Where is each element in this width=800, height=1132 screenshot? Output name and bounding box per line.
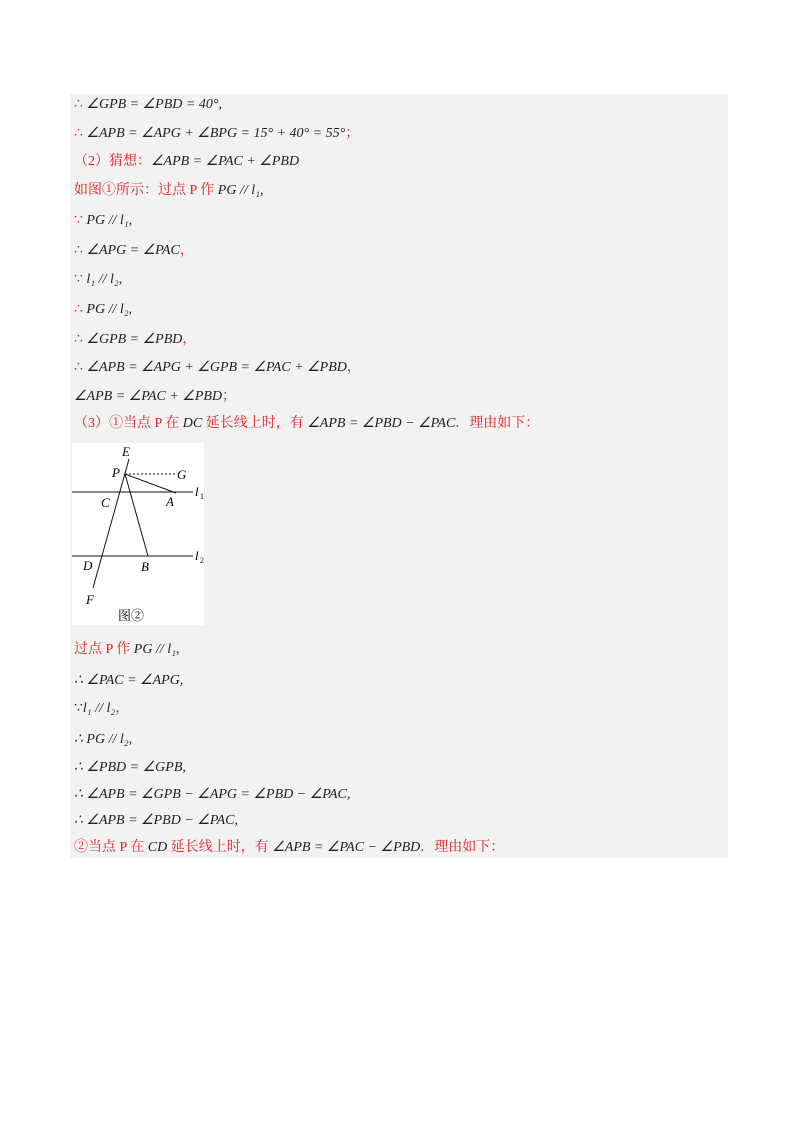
solution-line-11 <box>74 386 236 408</box>
punctuation: ； <box>222 389 237 404</box>
punctuation: ， <box>182 332 197 347</box>
math-expression: ∠APG = ∠PAC <box>86 243 180 258</box>
segment-pb <box>125 474 148 556</box>
part-label: （3）①当点 P 在 <box>74 416 183 431</box>
text-run: 如图①所示：过点 P 作 <box>74 183 218 198</box>
label-e: E <box>122 444 130 459</box>
solution-line-17 <box>74 757 186 779</box>
solution-line-6 <box>74 240 194 262</box>
solution-line-9 <box>74 329 196 351</box>
solution-line-8 <box>74 299 132 321</box>
line-ef <box>93 459 129 588</box>
text-run: 延长线上时，有 <box>202 416 308 431</box>
segment-pa <box>125 474 176 493</box>
label-p: P <box>112 465 120 480</box>
punctuation: ， <box>115 701 130 716</box>
figure-svg <box>72 443 204 625</box>
segment-name: CD <box>147 840 168 855</box>
text-run: ．理由如下： <box>420 840 505 855</box>
geometry-figure-2 <box>72 443 204 625</box>
label-l1: l <box>195 484 199 499</box>
solution-line-5 <box>74 210 132 232</box>
therefore-symbol: ∴ <box>74 360 87 375</box>
math-expression: ∴ ∠APB = ∠GPB − ∠APG = ∠PBD − ∠PAC, <box>74 787 351 802</box>
math-expression: ∴ ∠APB = ∠PBD − ∠PAC, <box>74 813 238 828</box>
therefore-symbol: ∴ <box>74 302 87 317</box>
label-d: D <box>83 558 93 573</box>
math-expression: ∠APB = ∠PAC + ∠PBD <box>151 154 300 169</box>
solution-line-7 <box>74 269 122 291</box>
math-expression: PG // l₁ <box>217 183 260 198</box>
segment-name: DC <box>182 416 203 431</box>
solution-line-2 <box>74 123 359 145</box>
part-label: ②当点 P 在 <box>74 840 148 855</box>
punctuation: , <box>118 272 123 287</box>
therefore-symbol: ∴ <box>74 243 87 258</box>
math-expression: PG // l₁ <box>133 642 176 657</box>
punctuation: ， <box>179 243 194 258</box>
solution-line-15 <box>74 698 129 720</box>
solution-line-13 <box>74 639 179 661</box>
math-expression: ∠APB = ∠APG + ∠BPG = 15° + 40° = 55° <box>86 126 346 141</box>
math-expression: l₁ // l₂ <box>82 701 116 716</box>
math-expression: ∠APB = ∠PAC − ∠PBD <box>272 840 421 855</box>
solution-line-18 <box>74 784 350 806</box>
solution-line-16 <box>74 729 132 751</box>
math-expression: ∠GPB = ∠PBD <box>86 332 183 347</box>
text-run: 延长线上时，有 <box>167 840 273 855</box>
solution-line-14 <box>74 670 183 692</box>
math-expression: ∴ ∠PBD = ∠GPB, <box>74 760 186 775</box>
punctuation: ； <box>345 126 360 141</box>
solution-line-19 <box>74 810 238 832</box>
punctuation: , <box>175 642 180 657</box>
label-l2: l <box>195 548 199 563</box>
punctuation: , <box>128 213 133 228</box>
math-expression: ∠APB = ∠PAC + ∠PBD <box>74 389 223 404</box>
math-expression: ∴ ∠PAC = ∠APG, <box>74 673 184 688</box>
part-label: （2）猜想： <box>74 154 151 169</box>
solution-line-3 <box>74 151 299 173</box>
therefore-symbol: ∴ <box>74 332 87 347</box>
punctuation: , <box>128 302 133 317</box>
math-expression: ∠APB = ∠PBD − ∠PAC <box>307 416 456 431</box>
punctuation: , <box>259 183 264 198</box>
math-expression: ∴ PG // l₂, <box>74 732 133 747</box>
label-l1-sub: 1 <box>200 492 204 501</box>
math-expression: ∠GPB = ∠PBD = 40°, <box>86 97 222 112</box>
text-run: 过点 P 作 <box>74 642 134 657</box>
solution-line-10 <box>74 357 361 379</box>
math-expression: PG // l₂ <box>86 302 129 317</box>
label-b: B <box>141 559 149 574</box>
text-run: ．理由如下： <box>455 416 540 431</box>
because-symbol: ∵ <box>74 213 87 228</box>
label-a: A <box>166 494 174 509</box>
label-l2-sub: 2 <box>200 556 204 565</box>
math-expression: ∠APB = ∠APG + ∠GPB = ∠PAC + ∠PBD <box>86 360 347 375</box>
punctuation: ， <box>346 360 361 375</box>
solution-line-20 <box>74 837 504 859</box>
because-symbol: ∵ <box>74 272 87 287</box>
therefore-symbol: ∴ <box>74 97 87 112</box>
math-expression: l₁ // l₂ <box>86 272 119 287</box>
solution-line-12 <box>74 413 539 435</box>
because-symbol: ∵ <box>74 701 83 716</box>
label-c: C <box>101 495 110 510</box>
solution-line-1 <box>74 94 222 116</box>
math-expression: PG // l₁ <box>86 213 129 228</box>
solution-line-4 <box>74 180 263 202</box>
figure-caption: 图② <box>118 608 145 623</box>
therefore-symbol: ∴ <box>74 126 87 141</box>
label-g: G <box>177 467 187 482</box>
label-f: F <box>86 592 94 607</box>
